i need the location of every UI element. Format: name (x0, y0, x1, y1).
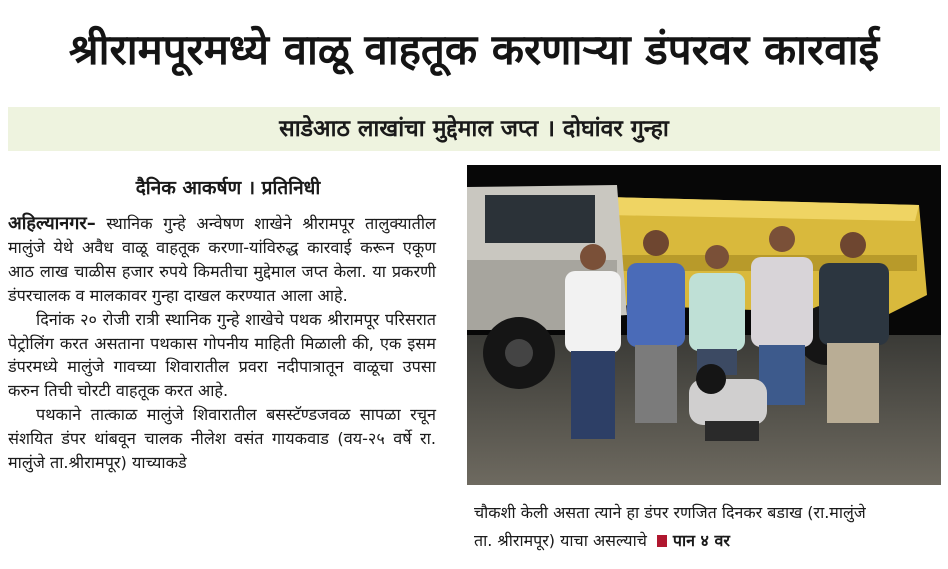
continued-on-page: पान ४ वर (672, 531, 730, 550)
subheadline: साडेआठ लाखांचा मुद्देमाल जप्त । दोघांवर गुन्हा (279, 116, 669, 142)
photo-illustration (467, 165, 941, 485)
article-paragraph-2: दिनांक २० रोजी रात्री स्थानिक गुन्हे शाखेचे पथक श्रीरामपूर परिसरात पेट्रोलिंग करत असताना पथकास गोपनीय माहिती मिळाली की, एक इसम डंपरमध्ये मालुंजे गावच्या शिवारातील प्रवरा नदीपात्रातून वाळूचा उपसा करुन तिची चोरटी वाहतूक करत आहे. (8, 309, 436, 401)
article-paragraph-1 (8, 212, 436, 308)
article-body (8, 212, 436, 475)
news-photo (467, 165, 941, 485)
photo-caption (474, 499, 942, 555)
square-bullet-icon (657, 535, 667, 547)
article-paragraph-3: पथकाने तात्काळ मालुंजे शिवारातील बसस्टॅण्डजवळ सापळा रचून संशयित डंपर थांबवून चालक नीलेश वसंत गायकवाड (वय-२५ वर्षे रा. मालुंजे ता.श्रीरामपूर) याच्याकडे (8, 405, 436, 473)
subheadline-band (8, 107, 940, 151)
caption-line-2-text: ता. श्रीरामपूर) याचा असल्याचे (474, 531, 647, 550)
caption-line-2 (474, 527, 942, 555)
headline: श्रीरामपूरमध्ये वाळू वाहतूक करणाऱ्या डंपरवर कारवाई (68, 25, 880, 74)
paragraph-1-text: स्थानिक गुन्हे अन्वेषण शाखेने श्रीरामपूर तालुक्यातील मालुंजे येथे अवैध वाळू वाहतूक करणा-यांविरुद्ध कारवाई करून एकूण आठ लाख चाळीस हजार रुपये किमतीचा मुद्देमाल जप्त केला. या प्रकरणी डंपरचालक व मालकावर गुन्हा दाखल करण्यात आला आहे. (8, 214, 436, 305)
caption-line-1: चौकशी केली असता त्याने हा डंपर रणजित दिनकर बडाख (रा.मालुंजे (474, 503, 866, 522)
byline: दैनिक आकर्षण । प्रतिनिधी (135, 177, 321, 199)
dateline: अहिल्यानगर– (8, 213, 96, 234)
